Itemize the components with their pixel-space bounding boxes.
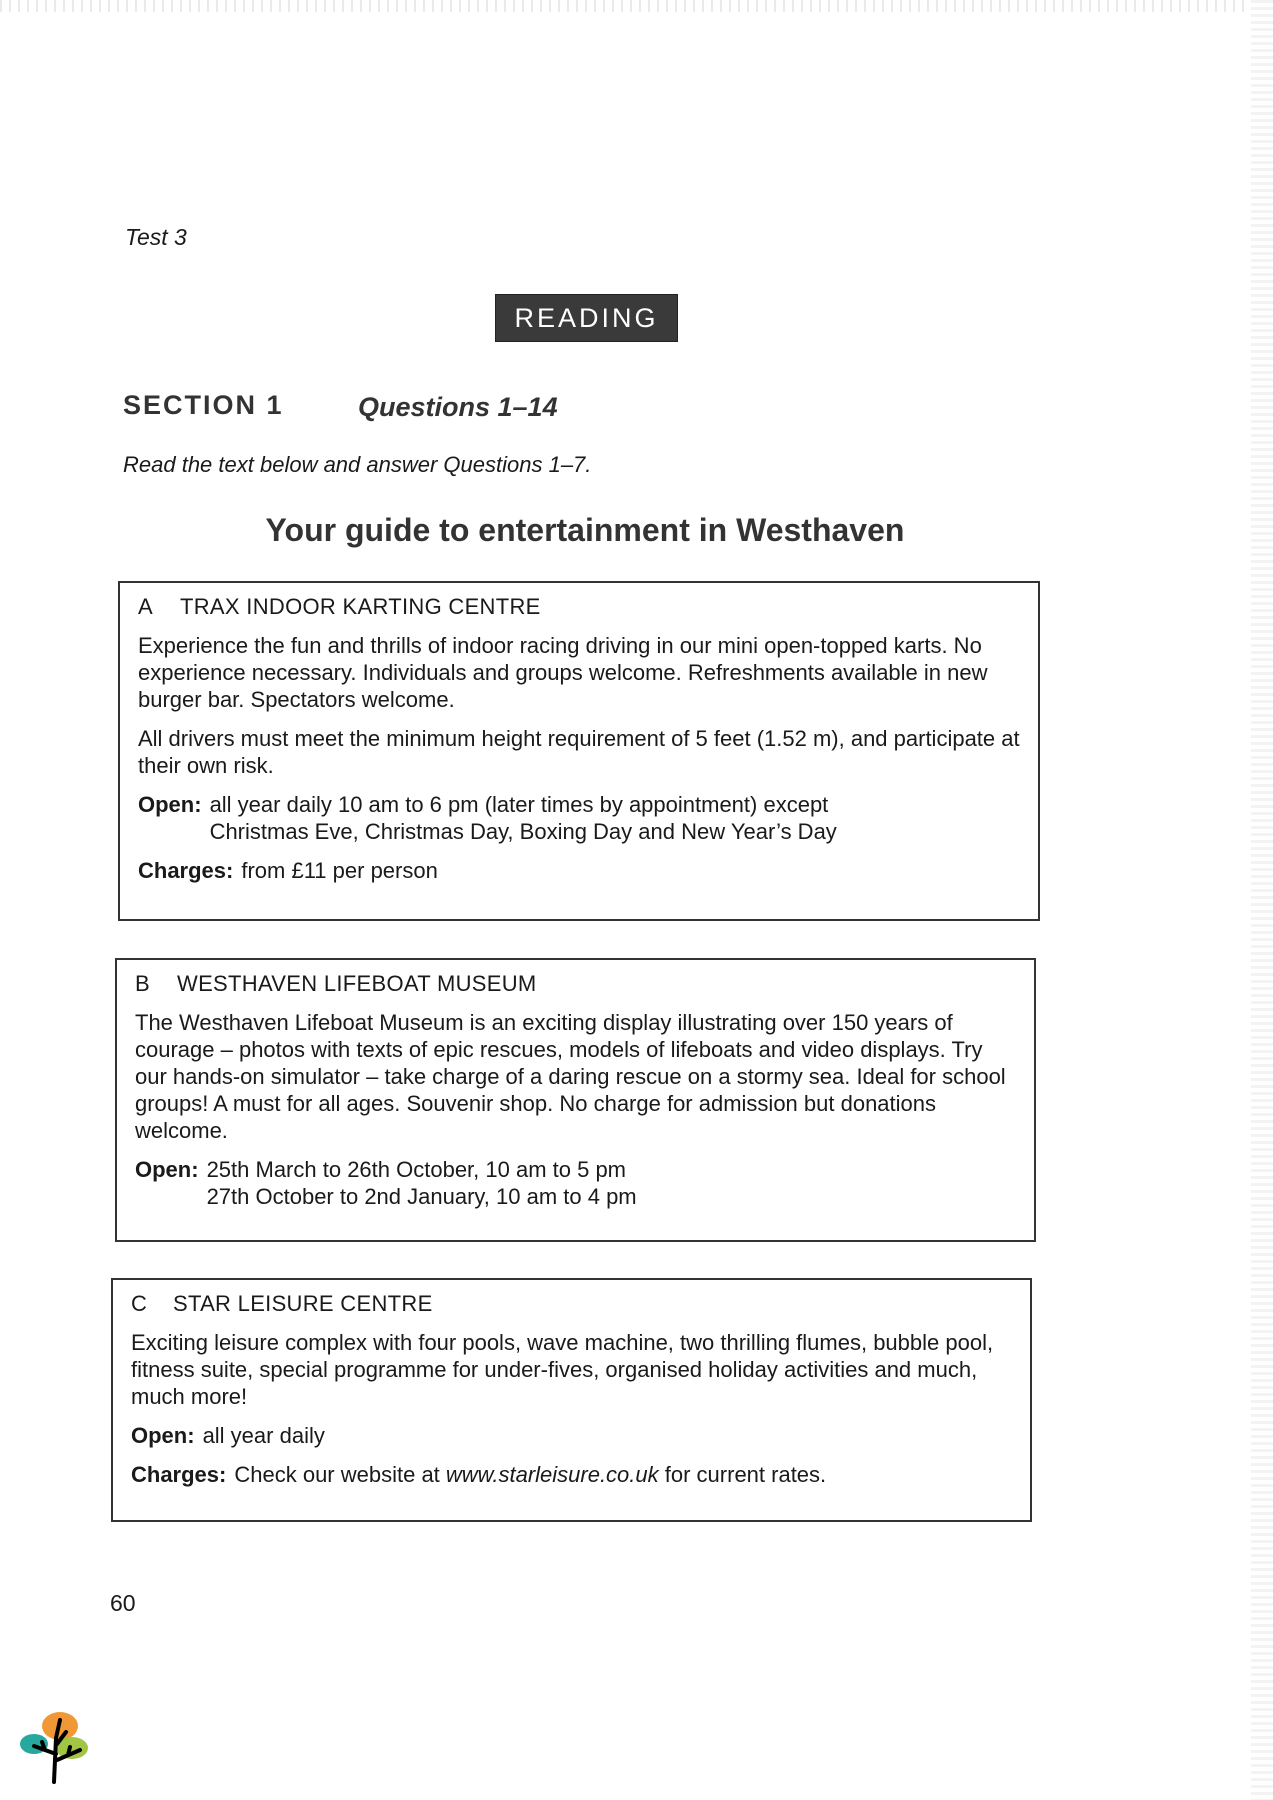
entry-heading xyxy=(131,1290,1012,1317)
charges-value: from £11 per person xyxy=(241,858,438,883)
charges xyxy=(131,1461,1012,1488)
open-hours xyxy=(131,1422,1012,1449)
entry-paragraph: Experience the fun and thrills of indoor racing driving in our mini open-topped karts. No experience necessary. Individuals and groups welcome. Refreshments available in new burger bar. Spectators welcome. xyxy=(138,633,988,712)
entry-heading xyxy=(138,593,1020,620)
entry-paragraph: Exciting leisure complex with four pools, wave machine, two thrilling flumes, bubble pool, fitness suite, special programme for under-fives, organised holiday activities and much, much more! xyxy=(131,1330,994,1409)
test-label: Test 3 xyxy=(125,224,187,250)
open-line: all year daily 10 am to 6 pm (later times by appointment) except xyxy=(209,792,829,817)
section-label: SECTION 1 xyxy=(123,390,284,420)
entry-paragraph: The Westhaven Lifeboat Museum is an exciting display illustrating over 150 years of courage – photos with texts of epic rescues, models of lifeboats and video displays. Try our hands-on simulator – take charge of a daring rescue on a stormy sea. Ideal for school groups! A must for all ages. Souvenir shop. No charge for admission but donations welcome. xyxy=(135,1010,1006,1143)
guide-title: Your guide to entertainment in Westhaven xyxy=(265,512,905,548)
scan-edge-top xyxy=(0,0,1273,12)
entry-paragraph: All drivers must meet the minimum height requirement of 5 feet (1.52 m), and participate at their own risk. xyxy=(138,726,1020,778)
charges-text: Check our website at xyxy=(234,1462,446,1487)
website-link[interactable]: www.starleisure.co.uk xyxy=(445,1462,659,1487)
entry-a-box xyxy=(118,581,1040,921)
open-label: Open: xyxy=(138,792,202,817)
charges xyxy=(138,857,1020,884)
entry-letter: B xyxy=(135,971,150,996)
entry-title: STAR LEISURE CENTRE xyxy=(173,1291,433,1316)
entry-c-box xyxy=(111,1278,1032,1522)
entry-b-box xyxy=(115,958,1036,1242)
page-number: 60 xyxy=(110,1590,136,1616)
open-hours xyxy=(135,1156,1016,1210)
open-line: Christmas Eve, Christmas Day, Boxing Day and New Year’s Day xyxy=(209,819,837,844)
scan-edge-right xyxy=(1251,0,1273,1800)
open-label: Open: xyxy=(135,1157,199,1182)
entry-title: WESTHAVEN LIFEBOAT MUSEUM xyxy=(177,971,537,996)
entry-letter: C xyxy=(131,1291,148,1316)
reading-heading: READING xyxy=(495,294,678,342)
open-hours xyxy=(138,791,1020,845)
charges-label: Charges: xyxy=(138,858,234,883)
entry-letter: A xyxy=(138,594,153,619)
open-line: all year daily xyxy=(202,1423,325,1448)
charges-label: Charges: xyxy=(131,1462,227,1487)
entry-title: TRAX INDOOR KARTING CENTRE xyxy=(180,594,541,619)
entry-heading xyxy=(135,970,1016,997)
open-line: 27th October to 2nd January, 10 am to 4 pm xyxy=(206,1184,637,1209)
questions-range: Questions 1–14 xyxy=(358,392,558,422)
open-label: Open: xyxy=(131,1423,195,1448)
charges-text: for current rates. xyxy=(658,1462,827,1487)
open-line: 25th March to 26th October, 10 am to 5 pm xyxy=(206,1157,627,1182)
instruction: Read the text below and answer Questions 1–7. xyxy=(123,452,592,477)
tree-logo-icon xyxy=(20,1708,96,1784)
